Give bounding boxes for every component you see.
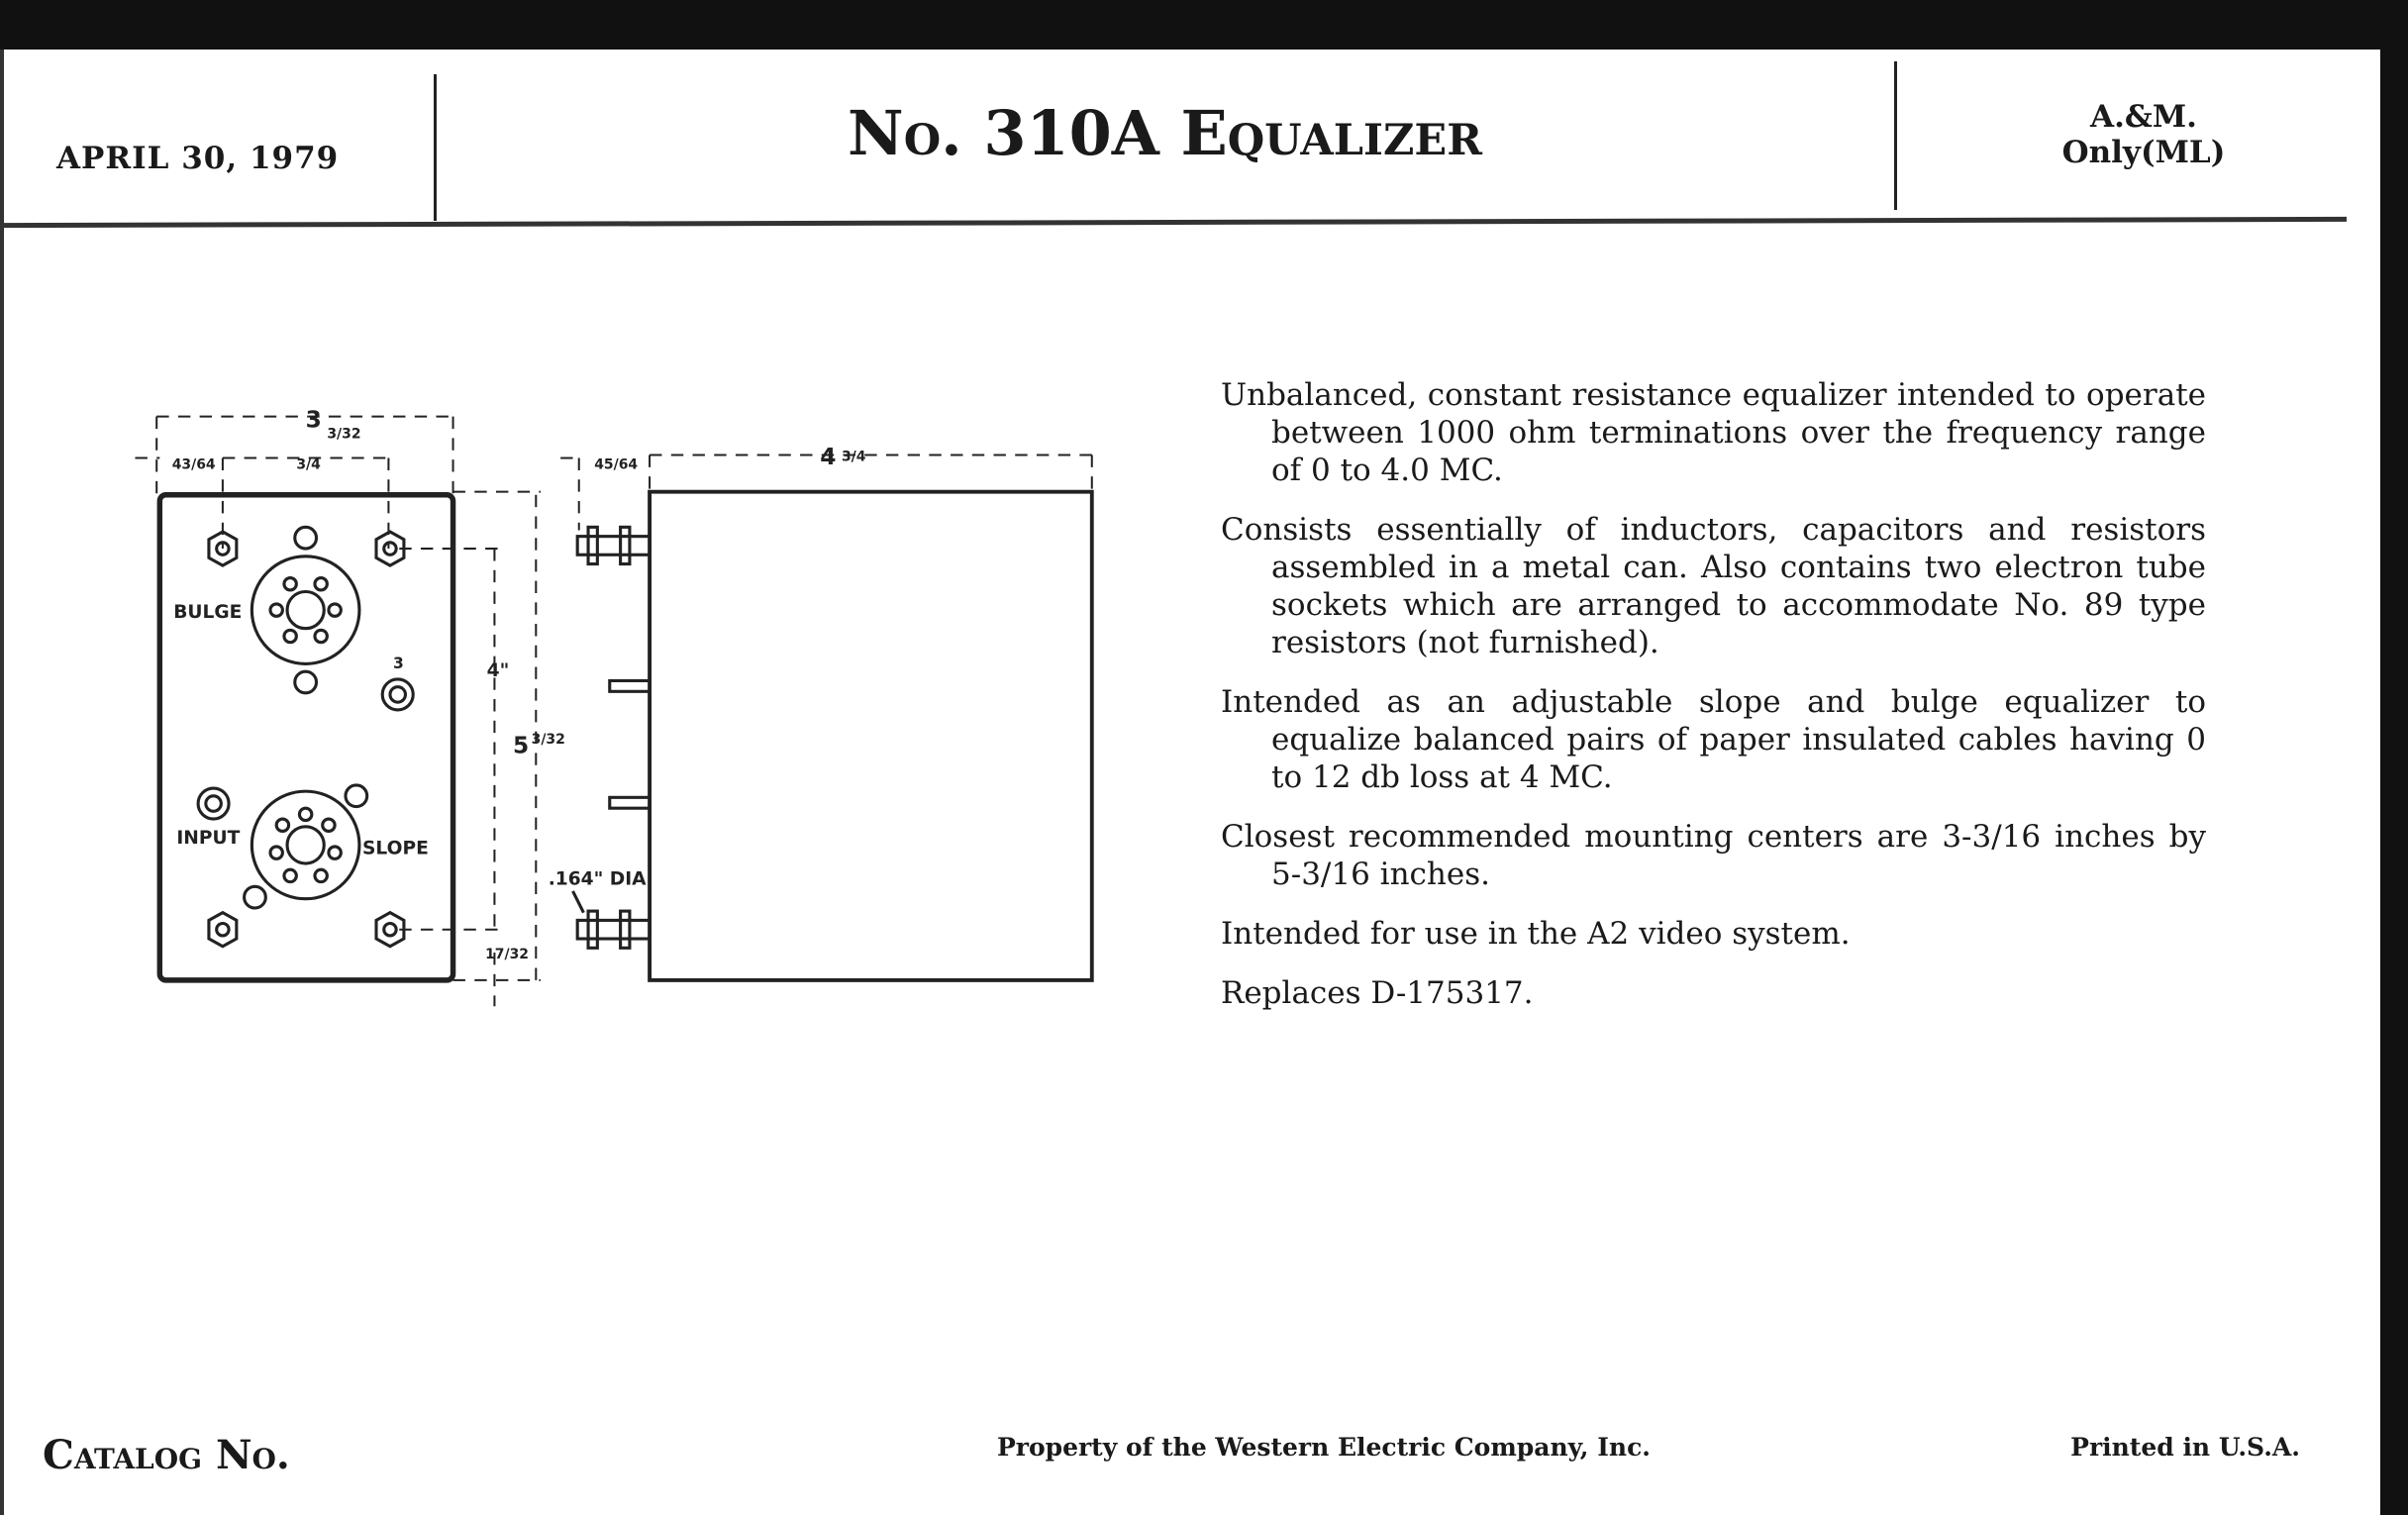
input-jack	[198, 788, 229, 819]
jack-label: 3	[393, 655, 404, 673]
description-paragraph: Intended as an adjustable slope and bulge equalizer to equalize balanced pairs of paper insulated cables having 0 to 12 db loss at 4 MC.	[1221, 684, 2206, 795]
hole-dia: .164" DIA.	[548, 868, 653, 890]
description-paragraph: Unbalanced, constant resistance equalizer intended to operate between 1000 ohm terminations over the frequency range of 0 to 4.0 MC.	[1221, 377, 2206, 488]
catalog-number-label: Catalog No.	[43, 1432, 290, 1478]
description	[1221, 376, 2206, 1034]
description-paragraph: Intended for use in the A2 video system.	[1221, 916, 1851, 952]
front-panel	[159, 495, 452, 980]
jack-3	[382, 679, 413, 710]
height-frac: 3/32	[531, 732, 565, 749]
restriction-line-2: Only(ML)	[2061, 135, 2226, 170]
bottom-offset: 17/32	[485, 947, 530, 963]
dimension-lines	[135, 417, 1091, 1007]
front-panel-hardware	[198, 527, 413, 946]
side-view-can	[650, 492, 1092, 980]
ownership-note: Property of the Western Electric Company, Inc.	[996, 1433, 1651, 1462]
depth-whole: 4	[820, 443, 837, 470]
bulge-label: BULGE	[173, 601, 243, 623]
input-label: INPUT	[176, 827, 241, 849]
description-paragraph: Consists essentially of inductors, capacitors and resistors assembled in a metal can. Also contains two electron tube sockets which are arranged to accommodate No. 89 type resistors (not furnished).	[1221, 512, 2206, 660]
width-whole: 3	[305, 406, 322, 434]
width-frac: 3/32	[327, 426, 361, 443]
height-whole: 5	[513, 732, 530, 759]
depth-frac: 3/4	[841, 449, 866, 465]
hole-spacing: 3/4	[296, 456, 321, 473]
edge-offset: 43/64	[171, 456, 216, 473]
bulge-socket	[251, 556, 359, 664]
slope-label: SLOPE	[362, 838, 429, 859]
issue-date: APRIL 30, 1979	[56, 141, 340, 176]
restriction-line-1: A.&M.	[2090, 99, 2197, 135]
printed-note: Printed in U.S.A.	[2070, 1433, 2300, 1462]
page-title: No. 310A Equalizer	[848, 97, 1482, 169]
mounting-nut	[209, 913, 237, 947]
description-paragraph: Closest recommended mounting centers are 3-3/16 inches by 5-3/16 inches.	[1221, 819, 2206, 892]
description-paragraph: Replaces D-175317.	[1221, 975, 1534, 1011]
side-offset: 45/64	[594, 456, 639, 473]
hole-vertical: 4"	[486, 659, 510, 681]
